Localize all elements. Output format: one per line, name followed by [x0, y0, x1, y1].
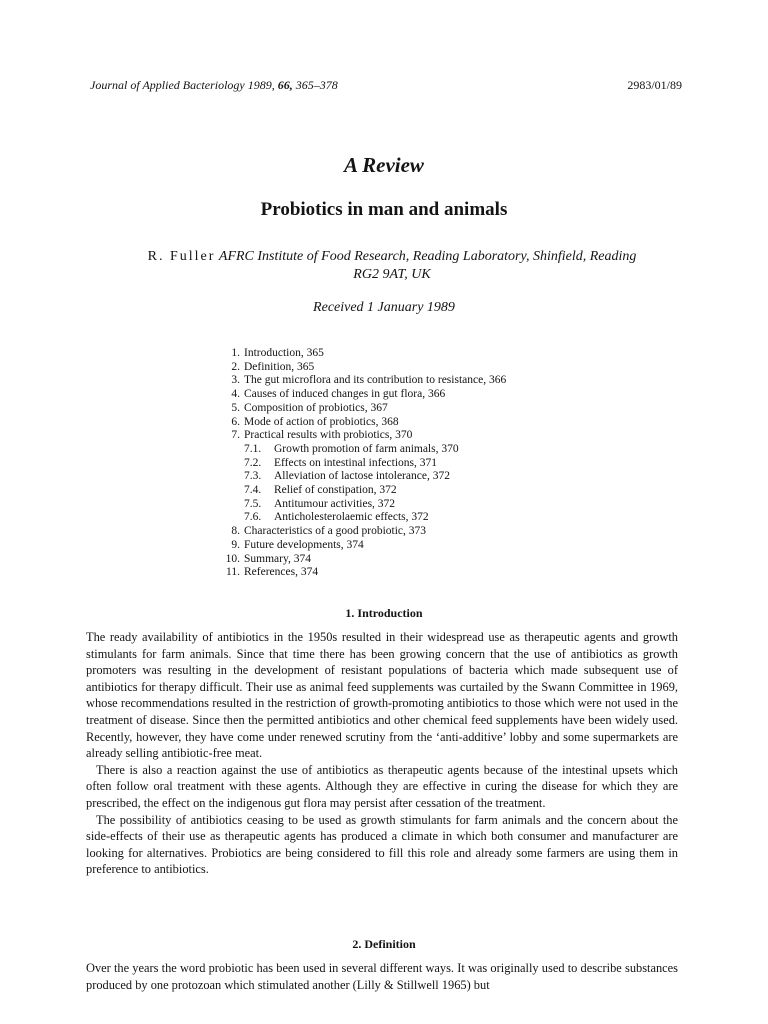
- paragraph: Over the years the word probiotic has been used in several different ways. It was originally used to describe substances produced by one protozoan which stimulated another (Lilly & Stillwell 1965) but: [86, 961, 678, 992]
- received-date: Received 1 January 1989: [313, 300, 455, 315]
- author-affiliation-postcode: RG2 9AT, UK: [353, 267, 431, 282]
- section-heading-introduction: 1. Introduction: [345, 606, 423, 620]
- toc-item: 8. Characteristics of a good probiotic, 373: [231, 525, 427, 538]
- toc-item: 2. Definition, 365: [231, 360, 315, 373]
- toc-subitem: 7.5. Antitumour activities, 372: [244, 497, 396, 510]
- author-name: R. Fuller: [147, 249, 216, 264]
- toc-subitem: 7.1. Growth promotion of farm animals, 370: [244, 442, 459, 455]
- toc-subitem: 7.6. Anticholesterolaemic effects, 372: [244, 511, 429, 524]
- author-affiliation: AFRC Institute of Food Research, Reading Laboratory, Shinfield, Reading: [218, 249, 637, 264]
- toc-item: 4. Causes of induced changes in gut flora, 366: [231, 388, 446, 401]
- toc-subitem: 7.3. Alleviation of lactose intolerance, 372: [244, 470, 450, 483]
- toc-item: 11. References, 374: [226, 566, 319, 579]
- paragraph: There is also a reaction against the use of antibiotics as therapeutic agents because of the intestinal upsets which often follow oral treatment with these agents. Although they are effective in curing the disease for which they are prescribed, the effect on the indigenous gut flora may persist after cessation of the treatment.: [86, 762, 678, 810]
- toc-item: 1. Introduction, 365: [231, 347, 324, 359]
- article-code: 2983/01/89: [627, 78, 682, 92]
- paragraph: The ready availability of antibiotics in the 1950s resulted in their widespread use as therapeutic agents and growth stimulants for farm animals. Since that time there has been growing concern that the use of antibiotics as growth promoters was resulting in the development of resistant populations of bacteria which made subsequent use of antibiotics for therapy difficult. Their use as animal feed supplements was curtailed by the Swann Committee in 1969, whose recommendations resulted in the restriction of growth-promoting antibiotics to those which were not used in the treatment of disease. Since then the permitted antibiotics and other chemical feed supplements have been widely used. Recently, however, they have come under renewed scrutiny from the ‘anti-additive’ lobby and some supermarkets are already selling antibiotic-free meat.: [86, 630, 678, 761]
- running-header: [90, 78, 682, 93]
- article-title: Probiotics in man and animals: [260, 199, 508, 220]
- toc-item: 5. Composition of probiotics, 367: [231, 401, 388, 414]
- table-of-contents: [218, 347, 506, 580]
- journal-citation: Journal of Applied Bacteriology 1989, 66, 365–378: [90, 78, 338, 92]
- toc-item: 3. The gut microflora and its contribution to resistance, 366: [231, 374, 507, 387]
- toc-item: 7. Practical results with probiotics, 370: [231, 429, 413, 442]
- section-heading-definition: 2. Definition: [352, 937, 416, 951]
- article-kind: A Review: [344, 153, 424, 177]
- definition-body: [86, 960, 678, 993]
- toc-item: 6. Mode of action of probiotics, 368: [231, 415, 399, 428]
- introduction-body: [86, 629, 678, 878]
- toc-subitem: 7.2. Effects on intestinal infections, 371: [244, 456, 437, 469]
- paragraph: The possibility of antibiotics ceasing to be used as growth stimulants for farm animals and the concern about the side-effects of their use as therapeutic agents has produced a climate in which both consumer and manufacturer are looking for alternatives. Probiotics are being considered to fill this role and already some farmers are using them in preference to antibiotics.: [86, 812, 678, 877]
- toc-subitem: 7.4. Relief of constipation, 372: [244, 484, 397, 497]
- toc-item: 9. Future developments, 374: [231, 538, 364, 551]
- author-block: [106, 248, 678, 284]
- toc-item: 10. Summary, 374: [225, 552, 311, 565]
